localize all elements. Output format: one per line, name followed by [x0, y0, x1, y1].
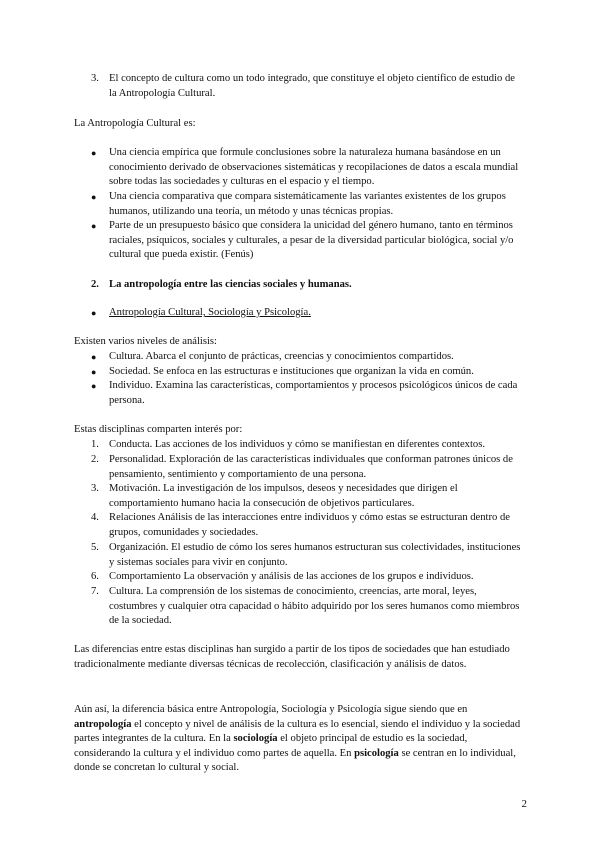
closing-text: el concepto y nivel de análisis de la cultura es lo esencial, siendo el individuo y la sociedad partes integrantes de la cultura. En la	[74, 718, 521, 745]
item-text: Organización. El estudio de cómo los seres humanos estructuran sus colectividades, instituciones y sistemas sociales para vivir en conjunto.	[109, 542, 521, 568]
item-text: El concepto de cultura como un todo integrado, que constituye el objeto científico de estudio de la Antropología Cultural.	[109, 73, 515, 99]
item-number: 6.	[91, 571, 99, 582]
level-text: Individuo. Examina las características, comportamientos y procesos psicológicos únicos de cada persona.	[109, 380, 518, 406]
definition-label: La Antropología Cultural es:	[74, 118, 196, 129]
item-text: Comportamiento La observación y análisis de las acciones de los grupos e individuos.	[109, 571, 474, 582]
interest-item	[91, 438, 524, 453]
item-number: 2.	[91, 454, 99, 465]
level-bullet	[91, 365, 524, 380]
bullet-icon: ●	[91, 192, 97, 202]
interest-item	[91, 482, 524, 511]
bullet-text: Una ciencia comparativa que compara sistemáticamente las variantes existentes de los grupos humanos, utilizando una teoría, un método y unas técnicas propias.	[109, 191, 506, 217]
differences-paragraph: Las diferencias entre estas disciplinas han surgido a partir de los tipos de sociedades que han estudiado tradicionalmente mediante diversas técnicas de recolección, clasificación y análisis de datos.	[74, 644, 510, 670]
bullet-icon: ●	[91, 221, 97, 231]
level-bullet	[91, 379, 524, 408]
bullet-text: Parte de un presupuesto básico que considera la unicidad del género humano, tanto en términos raciales, psíquicos, sociales y culturales, a pesar de la diversidad particular biológica, social y/o cultural que pueda existir. (Fenús)	[109, 220, 514, 261]
subsection-heading	[91, 306, 524, 321]
definition-bullet	[91, 146, 524, 190]
subsection-title: Antropología Cultural, Sociología y Psicología.	[109, 307, 311, 318]
interest-item	[91, 541, 524, 570]
interest-item	[91, 585, 524, 629]
item-number: 5.	[91, 542, 99, 553]
definition-bullet	[91, 190, 524, 219]
closing-text: Aún así, la diferencia básica entre Antropología, Sociología y Psicología sigue siendo que en	[74, 704, 468, 715]
interests-intro: Estas disciplinas comparten interés por:	[74, 424, 243, 435]
section-title: La antropología entre las ciencias sociales y humanas.	[109, 279, 352, 290]
closing-paragraph	[74, 703, 524, 776]
term-antropologia: antropología	[74, 718, 132, 730]
item-text: Personalidad. Exploración de las características individuales que conforman patrones únicos de pensamiento, sentimiento y comportamiento de una persona.	[109, 454, 513, 480]
section-heading	[91, 278, 524, 293]
term-sociologia: sociología	[233, 733, 278, 745]
interest-item	[91, 453, 524, 482]
item-number: 7.	[91, 586, 99, 597]
interest-item	[91, 570, 524, 585]
closing-text: el objeto principal de estudio es la sociedad, considerando la cultura y el individuo como partes de aquella. En	[74, 733, 468, 759]
level-bullet	[91, 350, 524, 365]
bullet-icon: ●	[91, 381, 97, 391]
bullet-icon: ●	[91, 148, 97, 158]
bullet-icon: ●	[91, 352, 97, 362]
section-number: 2.	[91, 279, 99, 290]
item-text: Relaciones Análisis de las interacciones entre individuos y cómo estas se estructuran dentro de grupos, comunidades y sociedades.	[109, 512, 510, 538]
item-text: Motivación. La investigación de los impulsos, deseos y necesidades que dirigen el comportamiento humano hacia la consecución de objetivos particulares.	[109, 483, 458, 509]
level-text: Cultura. Abarca el conjunto de prácticas, creencias y conocimientos compartidos.	[109, 351, 454, 362]
page-number: 2	[521, 798, 527, 810]
closing-text: se centran en lo individual, donde se concretan lo cultural y social.	[74, 747, 516, 774]
term-psicologia: psicología	[354, 747, 399, 759]
level-text: Sociedad. Se enfoca en las estructuras e instituciones que organizan la vida en común.	[109, 366, 474, 377]
item-number: 1.	[91, 439, 99, 450]
definition-bullet	[91, 219, 524, 263]
bullet-icon: ●	[91, 308, 97, 318]
item-text: Cultura. La comprensión de los sistemas de conocimiento, creencias, arte moral, leyes, costumbres y cualquier otra capacidad o hábito adquirido por los seres humanos como miembros de la sociedad.	[109, 586, 520, 627]
bullet-icon: ●	[91, 367, 97, 377]
item-number: 4.	[91, 512, 99, 523]
item-number: 3.	[91, 483, 99, 494]
bullet-text: Una ciencia empírica que formule conclusiones sobre la naturaleza humana basándose en un conocimiento derivado de observaciones sistemáticas y recopilaciones de datos a escala mundial sobre todas las sociedades y culturas en el espacio y el tiempo.	[109, 147, 519, 188]
item-number: 3.	[91, 73, 99, 84]
interest-item	[91, 511, 524, 540]
intro-numbered-item	[91, 72, 524, 101]
levels-intro: Existen varios niveles de análisis:	[74, 336, 217, 347]
item-text: Conducta. Las acciones de los individuos y cómo se manifiestan en diferentes contextos.	[109, 439, 485, 450]
